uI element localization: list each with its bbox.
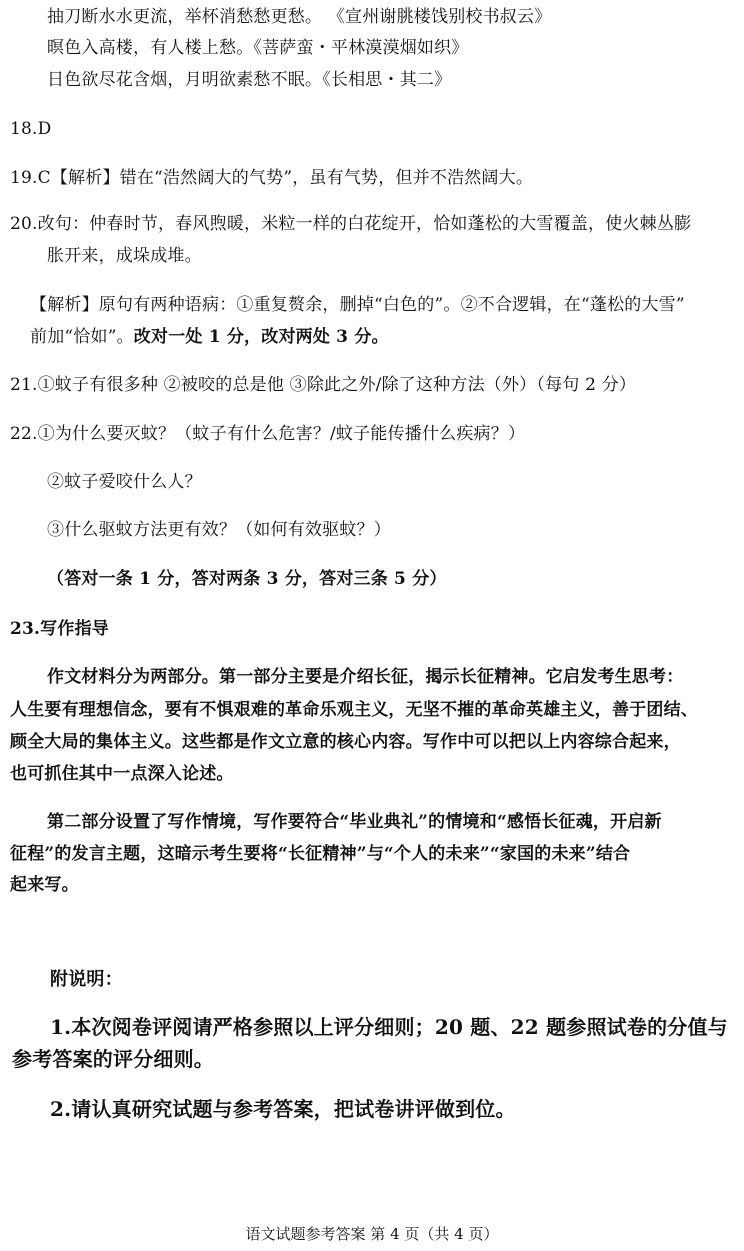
answer-q23-title: 23.写作指导 [10, 619, 109, 639]
answer-q20-line: 胀开来，成垛成堆。 [47, 246, 202, 266]
q23-paragraph1-line: 顾全大局的集体主义。这些都是作文立意的核心内容。写作中可以把以上内容综合起来， [10, 732, 681, 752]
answer-q22-line: 22.①为什么要灭蚊？（蚊子有什么危害？/蚊子能传播什么疾病？） [10, 424, 526, 444]
answer-q22-line: ③什么驱蚊方法更有效？（如何有效驱蚊？） [47, 520, 391, 540]
q23-paragraph1-line: 作文材料分为两部分。第一部分主要是介绍长征，揭示长征精神。它启发考生思考： [47, 667, 684, 687]
analysis-scoring: 改对一处 1 分，改对两处 3 分。 [133, 327, 389, 347]
page-footer: 语文试题参考答案 第 4 页（共 4 页） [245, 1225, 499, 1243]
answer-q20-line: 20.改句：仲春时节，春风煦暖，米粒一样的白花绽开，恰如蓬松的大雪覆盖，使火棘丛膨 [10, 214, 692, 234]
answer-q22-line: ②蚊子爱咬什么人？ [47, 472, 202, 492]
q23-paragraph1-line: 人生要有理想信念，要有不惧艰难的革命乐观主义，无坚不摧的革命英雄主义，善于团结、 [10, 700, 698, 720]
poem-line: 暝色入高楼，有人楼上愁。《菩萨蛮・平林漠漠烟如织》 [47, 38, 469, 58]
note-2: 2.请认真研究试题与参考答案，把试卷讲评做到位。 [50, 1097, 516, 1121]
q23-paragraph1-line: 也可抓住其中一点深入论述。 [10, 764, 234, 784]
answer-q19: 19.C【解析】错在“浩然阔大的气势”，虽有气势，但并不浩然阔大。 [10, 168, 534, 188]
answer-q20-analysis: 【解析】原句有两种语病：①重复赘余，删掉“白色的”。②不合逻辑，在“蓬松的大雪” [30, 295, 685, 315]
answer-q22-scoring: （答对一条 1 分，答对两条 3 分，答对三条 5 分） [47, 569, 447, 589]
answer-q20-analysis [30, 326, 389, 348]
q23-paragraph2-line: 起来写。 [10, 875, 79, 895]
notes-title: 附说明： [50, 969, 123, 990]
answer-q18: 18.D [10, 119, 52, 139]
poem-line: 抽刀断水水更流，举杯消愁愁更愁。 《宣州谢朓楼饯别校书叔云》 [47, 7, 552, 27]
analysis-text: 前加“恰如”。 [30, 327, 134, 347]
note-1-line: 参考答案的评分细则。 [12, 1047, 214, 1071]
poem-line: 日色欲尽花含烟，月明欲素愁不眠。《长相思・其二》 [47, 70, 452, 90]
q23-paragraph2-line: 征程”的发言主题，这暗示考生要将“长征精神”与“个人的未来”“家国的未来”结合 [10, 844, 631, 864]
note-1-line: 1.本次阅卷评阅请严格参照以上评分细则；20 题、22 题参照试卷的分值与 [50, 1015, 728, 1039]
answer-q21: 21.①蚊子有很多种 ②被咬的总是他 ③除此之外/除了这种方法（外）（每句 2 分） [10, 375, 637, 395]
q23-paragraph2-line: 第二部分设置了写作情境，写作要符合“毕业典礼”的情境和“感悟长征魂，开启新 [47, 812, 662, 832]
